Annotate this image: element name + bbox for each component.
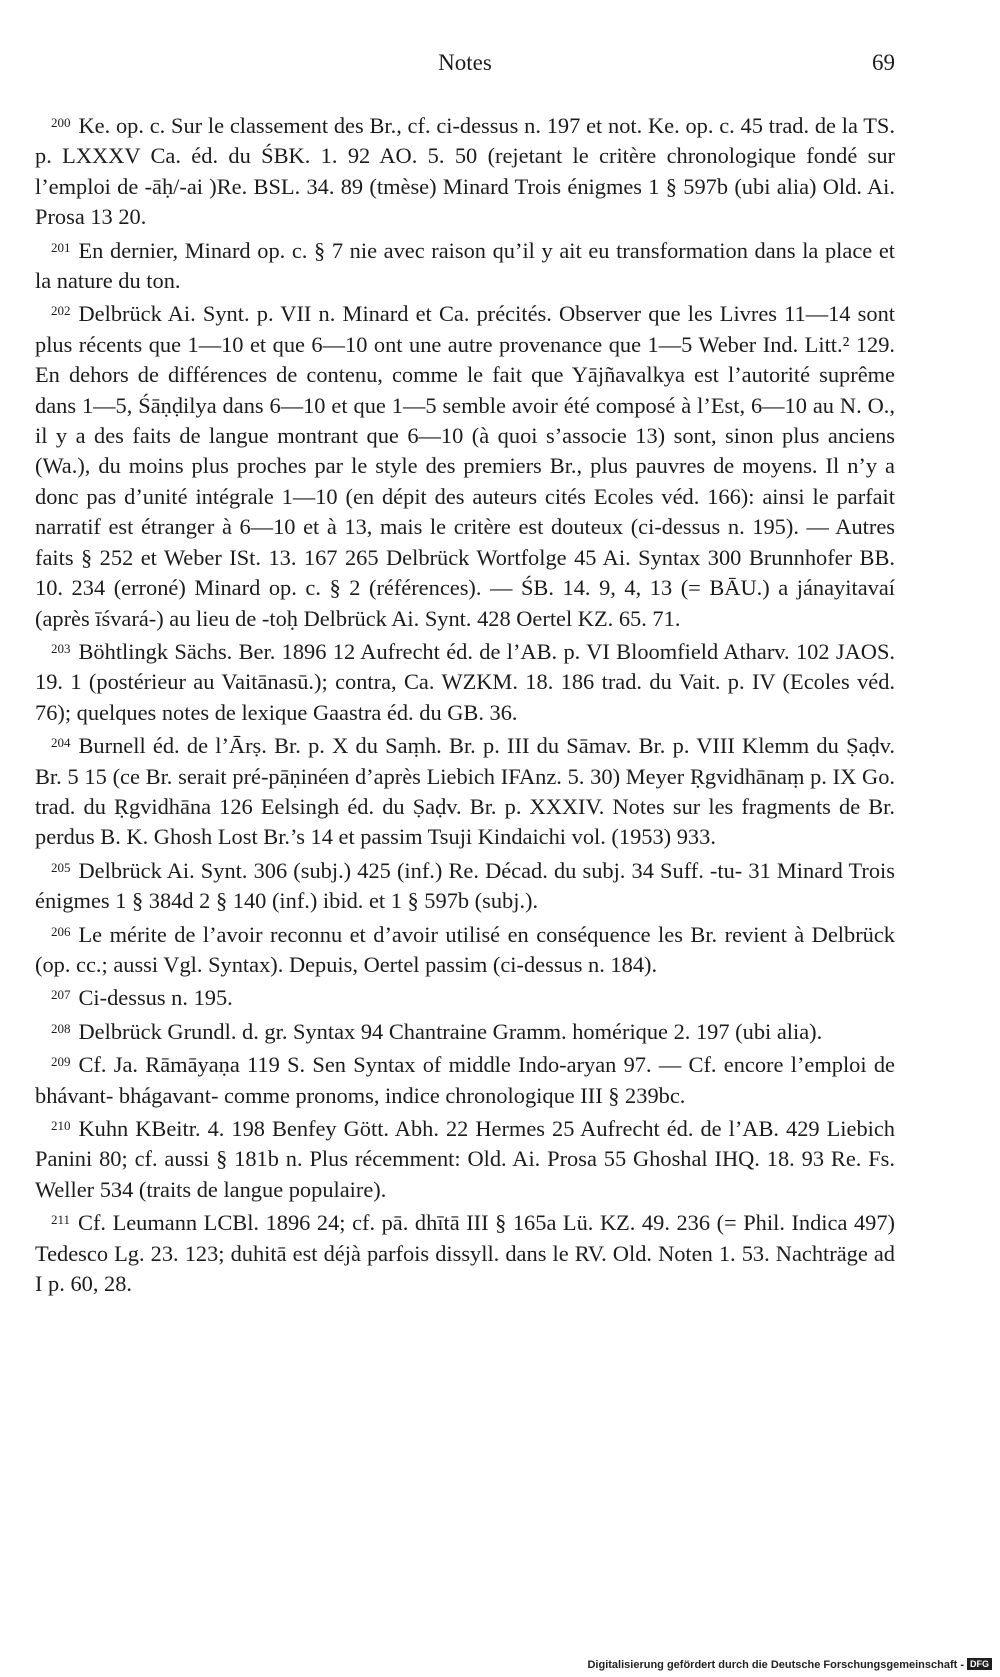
footnote [35,853,895,917]
footnote-text: En dernier, Minard op. c. § 7 nie avec raison qu’il y ait eu transformation dans la place et la nature du ton. [35,237,895,294]
footnote-number: 205 [51,859,71,875]
footnote-text: Böhtlingk Sächs. Ber. 1896 12 Aufrecht éd. de l’AB. p. VI Bloomfield Atharv. 102 JAOS. 19. 1 (postérieur au Vaitānasū.); contra, Ca. WZKM. 18. 186 trad. du Vait. p. IV (Ecoles véd. 76); quelques notes de lexique Gaastra éd. du GB. 36. [35,638,895,725]
footnote-text: Delbrück Ai. Synt. 306 (subj.) 425 (inf.) Re. Décad. du subj. 34 Suff. -tu- 31 Minard Trois énigmes 1 § 384d 2 § 140 (inf.) ibid. et 1 § 597b (subj.). [35,857,895,914]
footnote [35,1047,895,1111]
footnote-text: Delbrück Grundl. d. gr. Syntax 94 Chantraine Gramm. homérique 2. 197 (ubi alia). [78,1018,823,1044]
footnote-number: 208 [51,1020,71,1036]
footnote-text: Delbrück Ai. Synt. p. VII n. Minard et Ca. précités. Observer que les Livres 11—14 sont plus récents que 1—10 et que 6—10 ont une autre provenance que 1—5 Weber Ind. Litt.² 129. En dehors de différences de contenu, comme le fait que Yājñavalkya est l’autorité suprême dans 1—5, Śāṇḍilya dans 6—10 et que 1—5 semble avoir été composé à l’Est, 6—10 au N. O., il y a des faits de langue montrant que 6—10 (à quoi s’associe 13) sont, sinon plus anciens (Wa.), du moins plus proches par le style des premiers Br., plus pauvres de moyens. Il n’y a donc pas d’unité intégrale 1—10 (en dépit des auteurs cités Ecoles véd. 166): ainsi le parfait narratif est étranger à 6—10 et à 13, mais le critère est douteux (ci-dessus n. 195). — Autres faits § 252 et Weber ISt. 13. 167 265 Delbrück Wortfolge 45 Ai. Syntax 300 Brunnhofer BB. 10. 234 (erroné) Minard op. c. § 2 (références). — ŚB. 14. 9, 4, 13 (= BĀU.) a jánayitavaí (après īśvará-) au lieu de -toḥ Delbrück Ai. Synt. 428 Oertel KZ. 65. 71. [35,301,895,631]
footnote-number: 202 [51,303,71,319]
footnotes-list [35,108,895,1299]
footnote [35,1014,895,1047]
running-title: Notes [438,50,492,75]
footnote-number: 204 [51,735,71,751]
footnote [35,980,895,1013]
page-number: 69 [872,50,895,75]
footnote [35,108,895,233]
footnote [35,296,895,633]
footnote-number: 211 [51,1212,71,1228]
footnote-number: 210 [51,1118,71,1133]
digitization-credit [587,1658,992,1671]
footnote [35,1205,895,1299]
footnote [35,233,895,297]
footnote-text: Ci-dessus n. 195. [78,985,233,1011]
footnote-number: 209 [51,1054,71,1070]
footnote-text: Cf. Leumann LCBl. 1896 24; cf. pā. dhītā III § 165a Lü. KZ. 49. 236 (= Phil. Indica 497) Tedesco Lg. 23. 123; duhitā est déjà parfois dissyll. dans le RV. Old. Noten 1. 53. Nachträge ad I p. 60, 28. [35,1210,895,1297]
footnote-number: 200 [51,115,71,130]
dfg-logo: DFG [967,1658,992,1670]
footnote [35,634,895,728]
footnote-text: Burnell éd. de l’Ārṣ. Br. p. X du Saṃh. Br. p. III du Sāmav. Br. p. VIII Klemm du Ṣaḍv. Br. 5 15 (ce Br. serait pré-pāṇinéen d’après Liebich IFAnz. 5. 30) Meyer Ṛgvidhānaṃ p. IX Go. trad. du Ṛgvidhāna 126 Eelsingh éd. du Ṣaḍv. Br. p. XXXIV. Notes sur les fragments de Br. perdus B. K. Ghosh Lost Br.’s 14 et passim Tsuji Kindaichi vol. (1953) 933. [35,733,895,850]
credit-text: Digitalisierung gefördert durch die Deutsche Forschungsgemeinschaft - [587,1659,964,1671]
footnote-number: 203 [51,640,71,656]
footnote-text: Le mérite de l’avoir reconnu et d’avoir utilisé en conséquence les Br. revient à Delbrück (op. cc.; aussi Vgl. Syntax). Depuis, Oertel passim (ci-dessus n. 184). [35,921,895,977]
footnote-text: Cf. Ja. Rāmāyaṇa 119 S. Sen Syntax of middle Indo-aryan 97. — Cf. encore l’emploi de bhávant- bhágavant- comme pronoms, indice chronologique III § 239bc. [35,1052,895,1108]
footnote [35,917,895,981]
footnote-number: 206 [51,923,71,939]
footnote-text: Ke. op. c. Sur le classement des Br., cf. ci-dessus n. 197 et not. Ke. op. c. 45 trad. de la TS. p. LXXXV Ca. éd. du ŚBK. 1. 92 AO. 5. 50 (rejetant le critère chronologique fondé sur l’emploi de -āḥ/-ai )Re. BSL. 34. 89 (tmèse) Minard Trois énigmes 1 § 597b (ubi alia) Old. Ai. Prosa 13 20. [35,113,895,230]
footnote-number: 207 [51,987,71,1003]
footnote [35,728,895,853]
page-header [35,50,895,90]
footnote-number: 201 [51,239,71,255]
footnote [35,1111,895,1205]
footnote-text: Kuhn KBeitr. 4. 198 Benfey Gött. Abh. 22 Hermes 25 Aufrecht éd. de l’AB. 429 Liebich Panini 80; cf. aussi § 181b n. Plus récemment: Old. Ai. Prosa 55 Ghoshal IHQ. 18. 93 Re. Fs. Weller 534 (traits de langue populaire). [35,1116,895,1202]
